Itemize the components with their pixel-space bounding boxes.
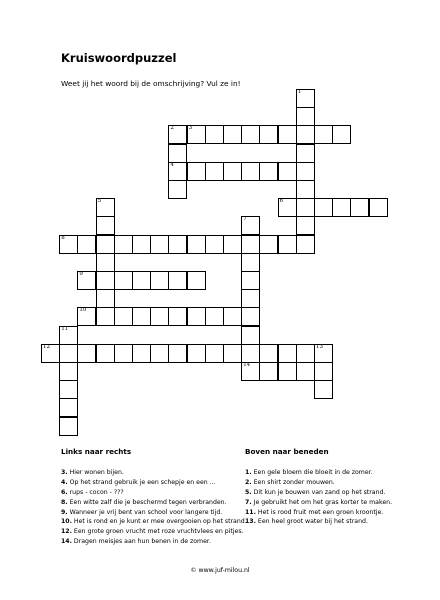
clue-text: Hier wonen bijen. <box>67 468 124 476</box>
across-heading: Links naar rechts <box>61 447 132 456</box>
cell-number: 12 <box>43 343 50 350</box>
grid-cell[interactable] <box>205 344 224 363</box>
grid-cell[interactable] <box>168 235 187 254</box>
down-clues <box>245 447 392 527</box>
grid-cell[interactable] <box>241 307 260 326</box>
clue-text: Wanneer je vrij bent van school voor langere tijd. <box>67 508 223 516</box>
clue-number: 9. <box>61 508 68 516</box>
grid-cell[interactable] <box>59 380 78 399</box>
across-clue <box>61 537 247 547</box>
grid-cell[interactable] <box>205 235 224 254</box>
grid-cell[interactable] <box>150 235 169 254</box>
grid-cell[interactable] <box>96 198 115 217</box>
grid-cell[interactable] <box>259 235 278 254</box>
grid-cell[interactable] <box>259 362 278 381</box>
grid-cell[interactable] <box>223 162 242 181</box>
clue-text: Een heel groot water bij het strand. <box>255 518 368 526</box>
grid-cell[interactable] <box>223 235 242 254</box>
grid-cell[interactable] <box>296 198 315 217</box>
grid-cell[interactable] <box>168 144 187 163</box>
grid-cell[interactable] <box>77 344 96 363</box>
grid-cell[interactable] <box>96 344 115 363</box>
grid-cell[interactable] <box>96 271 115 290</box>
grid-cell[interactable] <box>59 398 78 417</box>
grid-cell[interactable] <box>296 144 315 163</box>
down-heading: Boven naar beneden <box>245 447 329 456</box>
grid-cell[interactable] <box>187 235 206 254</box>
cell-number: 10 <box>79 307 87 314</box>
grid-cell[interactable] <box>278 162 297 181</box>
clue-number: 4. <box>61 478 68 486</box>
grid-cell[interactable] <box>223 125 242 144</box>
across-clue <box>61 508 247 518</box>
clue-number: 14. <box>61 538 72 546</box>
grid-cell[interactable] <box>168 271 187 290</box>
grid-cell[interactable] <box>296 107 315 126</box>
clue-text: Op het strand gebruik je een schepje en een ... <box>67 478 216 486</box>
grid-cell[interactable] <box>296 235 315 254</box>
grid-cell[interactable] <box>350 198 369 217</box>
grid-cell[interactable] <box>259 162 278 181</box>
grid-cell[interactable] <box>150 307 169 326</box>
grid-cell[interactable] <box>223 307 242 326</box>
grid-cell[interactable] <box>278 125 297 144</box>
grid-cell[interactable] <box>241 253 260 272</box>
grid-cell[interactable] <box>296 89 315 108</box>
grid-cell[interactable] <box>59 417 78 436</box>
grid-cell[interactable] <box>132 344 151 363</box>
grid-cell[interactable] <box>168 125 187 144</box>
across-clue <box>61 517 247 527</box>
grid-cell[interactable] <box>278 235 297 254</box>
grid-cell[interactable] <box>259 125 278 144</box>
grid-cell[interactable] <box>187 162 206 181</box>
grid-cell[interactable] <box>132 307 151 326</box>
grid-cell[interactable] <box>132 271 151 290</box>
grid-cell[interactable] <box>114 307 133 326</box>
grid-cell[interactable] <box>278 362 297 381</box>
cell-number: 5 <box>97 198 102 205</box>
cell-number: 2 <box>170 125 174 132</box>
clue-number: 6. <box>61 488 68 496</box>
grid-cell[interactable] <box>96 216 115 235</box>
grid-cell[interactable] <box>77 307 96 326</box>
clue-text: Een witte zalf die je beschermd tegen verbranden. <box>67 498 227 506</box>
clue-text: Dit kun je bouwen van zand op het strand. <box>251 488 386 496</box>
grid-cell[interactable] <box>114 344 133 363</box>
grid-cell[interactable] <box>205 307 224 326</box>
grid-cell[interactable] <box>187 271 206 290</box>
clue-number: 3. <box>61 468 68 476</box>
grid-cell[interactable] <box>332 125 351 144</box>
grid-cell[interactable] <box>59 362 78 381</box>
grid-cell[interactable] <box>223 344 242 363</box>
clue-text: Het is rond en je kunt er mee overgooien op het strand. <box>71 518 247 526</box>
clue-text: Een grote groen vrucht met roze vruchtvlees en pitjes. <box>71 528 244 536</box>
clue-text: Dragen meisjes aan hun benen in de zomer. <box>71 538 211 546</box>
cell-number: 13 <box>316 343 323 350</box>
clue-text: Het is rood fruit met een groen kroontje. <box>255 508 384 516</box>
grid-cell[interactable] <box>205 125 224 144</box>
down-clue <box>245 468 392 478</box>
clue-number: 7. <box>245 498 252 506</box>
cell-number: 6 <box>279 198 284 205</box>
grid-cell[interactable] <box>150 344 169 363</box>
grid-cell[interactable] <box>205 162 224 181</box>
cell-number: 3 <box>188 125 193 132</box>
grid-cell[interactable] <box>168 162 187 181</box>
grid-cell[interactable] <box>59 235 78 254</box>
grid-cell[interactable] <box>187 307 206 326</box>
grid-cell[interactable] <box>241 162 260 181</box>
grid-cell[interactable] <box>168 344 187 363</box>
grid-cell[interactable] <box>259 344 278 363</box>
grid-cell[interactable] <box>77 235 96 254</box>
cell-number: 1 <box>297 89 302 95</box>
grid-cell[interactable] <box>278 344 297 363</box>
page-title: Kruiswoordpuzzel <box>61 51 177 65</box>
grid-cell[interactable] <box>241 271 260 290</box>
grid-cell[interactable] <box>314 362 333 381</box>
down-clue <box>245 478 392 488</box>
grid-cell[interactable] <box>77 271 96 290</box>
grid-cell[interactable] <box>114 235 133 254</box>
clue-number: 1. <box>245 468 252 476</box>
grid-cell[interactable] <box>150 271 169 290</box>
down-clue <box>245 488 392 498</box>
grid-cell[interactable] <box>96 235 115 254</box>
clue-number: 8. <box>61 498 68 506</box>
grid-cell[interactable] <box>296 344 315 363</box>
cell-number: 9 <box>79 271 83 277</box>
grid-cell[interactable] <box>96 307 115 326</box>
down-clue <box>245 517 392 527</box>
clue-number: 11. <box>245 508 256 516</box>
grid-cell[interactable] <box>314 344 333 363</box>
across-clue-list <box>61 468 247 547</box>
grid-cell[interactable] <box>187 344 206 363</box>
clue-number: 2. <box>245 478 252 486</box>
grid-cell[interactable] <box>96 289 115 308</box>
grid-cell[interactable] <box>187 125 206 144</box>
grid-cell[interactable] <box>114 271 133 290</box>
grid-cell[interactable] <box>369 198 388 217</box>
clue-number: 13. <box>245 518 256 526</box>
grid-cell[interactable] <box>168 307 187 326</box>
clue-number: 12. <box>61 528 72 536</box>
grid-cell[interactable] <box>241 362 260 381</box>
grid-cell[interactable] <box>314 198 333 217</box>
grid-cell[interactable] <box>296 362 315 381</box>
clue-number: 5. <box>245 488 252 496</box>
cell-number: 8 <box>61 234 65 241</box>
down-clue <box>245 508 392 518</box>
across-clue <box>61 468 247 478</box>
grid-cell[interactable] <box>278 198 297 217</box>
grid-cell[interactable] <box>241 125 260 144</box>
cell-number: 4 <box>170 161 174 168</box>
grid-cell[interactable] <box>59 326 78 345</box>
cell-number: 7 <box>243 216 247 223</box>
copyright-footer: © www.juf-milou.nl <box>190 567 250 574</box>
clue-text: Een gele bloem die bloeit in de zomer. <box>251 468 373 476</box>
across-clue <box>61 488 247 498</box>
grid-cell[interactable] <box>241 344 260 363</box>
grid-cell[interactable] <box>296 180 315 199</box>
grid-cell[interactable] <box>241 216 260 235</box>
instructions: Weet jij het woord bij de omschrijving? Vul ze in! <box>61 79 241 88</box>
down-clue <box>245 498 392 508</box>
grid-cell[interactable] <box>132 235 151 254</box>
grid-cell[interactable] <box>241 289 260 308</box>
grid-cell[interactable] <box>96 253 115 272</box>
clue-text: Een shirt zonder mouwen. <box>251 478 335 486</box>
grid-cell[interactable] <box>296 125 315 144</box>
across-clue <box>61 527 247 537</box>
clue-number: 10. <box>61 518 72 526</box>
grid-cell[interactable] <box>296 162 315 181</box>
across-clue <box>61 478 247 488</box>
grid-cell[interactable] <box>332 198 351 217</box>
grid-cell[interactable] <box>41 344 60 363</box>
grid-cell[interactable] <box>59 344 78 363</box>
clue-text: Je gebruikt het om het gras korter te maken. <box>251 498 393 506</box>
clue-text: rups - cocon - ??? <box>67 488 124 496</box>
across-clue <box>61 498 247 508</box>
cell-number: 14 <box>243 362 251 368</box>
grid-cell[interactable] <box>241 235 260 254</box>
grid-cell[interactable] <box>314 125 333 144</box>
grid-cell[interactable] <box>314 380 333 399</box>
down-clue-list <box>245 468 392 527</box>
grid-cell[interactable] <box>296 216 315 235</box>
across-clues <box>61 447 247 547</box>
cell-number: 11 <box>61 325 69 332</box>
grid-cell[interactable] <box>168 180 187 199</box>
grid-cell[interactable] <box>241 326 260 345</box>
